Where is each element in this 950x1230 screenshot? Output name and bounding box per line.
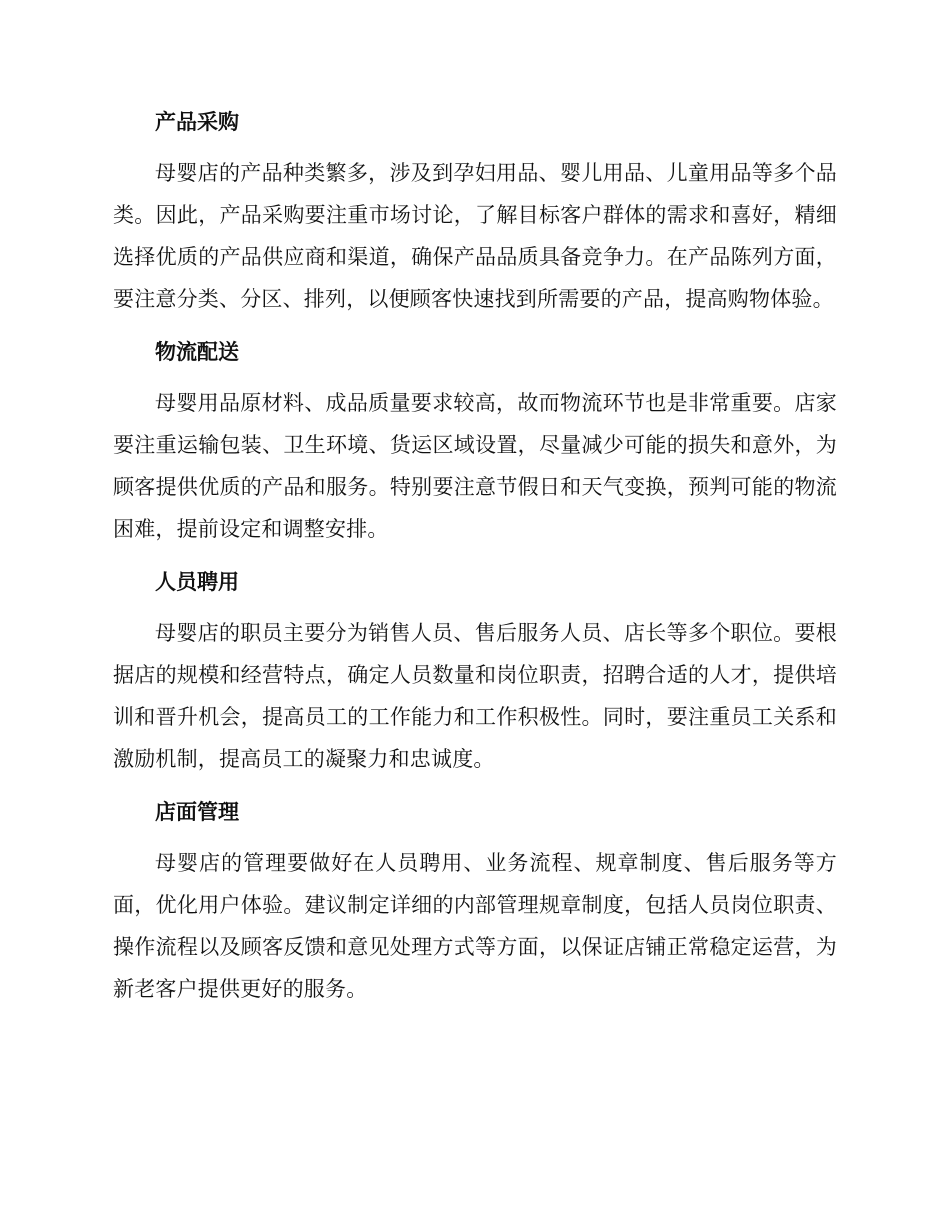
document-page: [113, 106, 837, 1026]
section-paragraph: 母婴店的职员主要分为销售人员、售后服务人员、店长等多个职位。要根据店的规模和经营特点，确定人员数量和岗位职责，招聘合适的人才，提供培训和晋升机会，提高员工的工作能力和工作积极性。同时，要注重员工关系和激励机制，提高员工的凝聚力和忠诚度。: [113, 621, 837, 771]
section-heading: 物流配送: [155, 340, 239, 364]
section-paragraph: 母婴店的产品种类繁多，涉及到孕妇用品、婴儿用品、儿童用品等多个品类。因此，产品采购要注重市场讨论，了解目标客户群体的需求和喜好，精细选择优质的产品供应商和渠道，确保产品品质具备竞争力。在产品陈列方面，要注意分类、分区、排列，以便顾客快速找到所需要的产品，提高购物体验。: [113, 161, 837, 311]
section-paragraph: 母婴店的管理要做好在人员聘用、业务流程、规章制度、售后服务等方面，优化用户体验。建议制定详细的内部管理规章制度，包括人员岗位职责、操作流程以及顾客反馈和意见处理方式等方面，以保证店铺正常稳定运营，为新老客户提供更好的服务。: [113, 851, 837, 1001]
section-store-management: [113, 796, 837, 1010]
section-staffing: [113, 566, 837, 780]
section-logistics: [113, 336, 837, 550]
section-heading: 人员聘用: [155, 570, 239, 594]
section-paragraph: 母婴用品原材料、成品质量要求较高，故而物流环节也是非常重要。店家要注重运输包装、卫生环境、货运区域设置，尽量减少可能的损失和意外，为顾客提供优质的产品和服务。特别要注意节假日和天气变换，预判可能的物流困难，提前设定和调整安排。: [113, 391, 837, 541]
section-product-procurement: [113, 106, 837, 320]
section-heading: 店面管理: [155, 800, 239, 824]
section-heading: 产品采购: [155, 110, 239, 134]
